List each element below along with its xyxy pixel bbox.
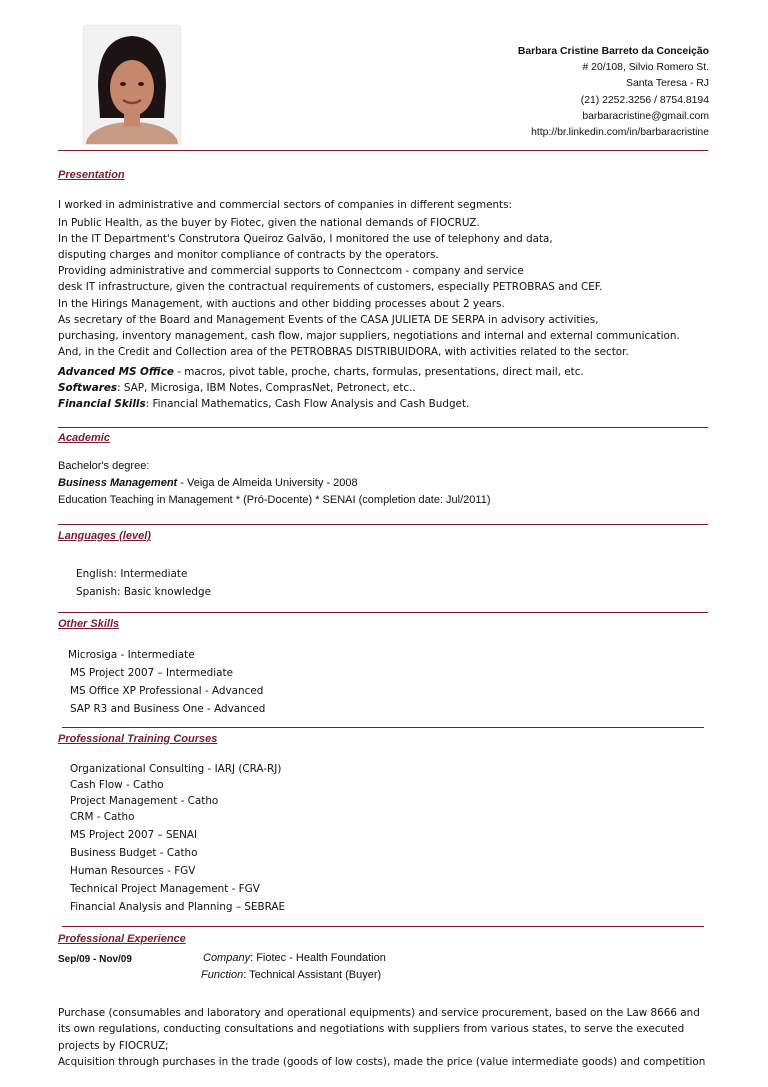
presentation-line: And, in the Credit and Collection area of the PETROBRAS DISTRIBUIDORA, with activities related to the sector. xyxy=(58,345,629,358)
skill-text: : Financial Mathematics, Cash Flow Analysis and Cash Budget. xyxy=(145,398,470,411)
list-item: MS Project 2007 – SENAI xyxy=(70,829,198,841)
list-item: Human Resources - FGV xyxy=(70,865,196,877)
list-item: MS Office XP Professional - Advanced xyxy=(70,685,264,697)
divider xyxy=(58,612,708,613)
education-line: Education Teaching in Management * (Pró-Docente) * SENAI (completion date: Jul/2011) xyxy=(58,494,491,506)
company-label: Company xyxy=(203,952,251,964)
description-line: Acquisition through purchases in the trade (goods of low costs), made the price (value intermediate goods) and competition xyxy=(58,1056,706,1069)
skill-line xyxy=(58,396,718,412)
description-line: projects by FIOCRUZ; xyxy=(58,1039,169,1052)
divider xyxy=(62,727,704,728)
degree-detail: - Veiga de Almeida University - 2008 xyxy=(177,477,358,489)
section-heading-other-skills: Other Skills xyxy=(58,618,120,630)
list-item: SAP R3 and Business One - Advanced xyxy=(70,703,266,715)
divider xyxy=(58,524,708,525)
experience-period: Sep/09 - Nov/09 xyxy=(58,954,132,965)
experience-function-line xyxy=(201,968,381,984)
presentation-line: In the IT Department's Construtora Queiroz Galvão, I monitored the use of telephony and data, xyxy=(58,233,553,246)
list-item: CRM - Catho xyxy=(70,811,135,823)
list-item: English: Intermediate xyxy=(76,568,188,580)
contact-phone: (21) 2252.3256 / 8754.8194 xyxy=(580,94,709,106)
list-item: Financial Analysis and Planning – SEBRAE xyxy=(70,901,286,913)
degree-major-line xyxy=(58,475,491,492)
academic-text xyxy=(58,458,491,509)
skill-label: Advanced MS Office xyxy=(58,365,174,378)
skill-line xyxy=(58,364,718,380)
presentation-line: In Public Health, as the buyer by Fiotec, given the national demands of FIOCRUZ. xyxy=(58,217,480,230)
list-item: Technical Project Management - FGV xyxy=(70,883,260,895)
profile-photo xyxy=(84,26,180,144)
list-item: Organizational Consulting - IARJ (CRA-RJ) xyxy=(70,763,282,775)
section-heading-training: Professional Training Courses xyxy=(58,733,218,745)
contact-linkedin[interactable]: http://br.linkedin.com/in/barbaracristine xyxy=(531,127,709,139)
skill-label: Financial Skills xyxy=(58,398,146,411)
description-line: Purchase (consumables and laboratory and operational equipments) and service procurement, based on the Law 8666 and xyxy=(58,1007,700,1019)
training-list xyxy=(70,761,285,915)
description-line: its own regulations, conducting consultations and negotiations with suppliers from various states, to serve the executed xyxy=(58,1023,685,1036)
presentation-line: In the Hirings Management, with auctions and other bidding processes about 2 years. xyxy=(58,297,505,310)
divider xyxy=(58,150,708,151)
presentation-line: desk IT infrastructure, given the contractual requirements of customers, especially PETROBRAS and CEF. xyxy=(58,281,603,294)
presentation-text xyxy=(58,197,718,412)
skill-text: - macros, pivot table, proche, charts, formulas, presentations, direct mail, etc. xyxy=(173,365,584,378)
section-heading-experience: Professional Experience xyxy=(58,933,186,945)
contact-block xyxy=(518,44,709,141)
section-heading-academic: Academic xyxy=(58,432,110,444)
list-item: Microsiga - Intermediate xyxy=(68,649,195,661)
contact-name: Barbara Cristine Barreto da Conceição xyxy=(517,46,709,57)
list-item: Cash Flow - Catho xyxy=(70,779,164,791)
presentation-line: disputing charges and monitor compliance of contracts by the operators. xyxy=(58,249,439,262)
degree-label: Bachelor's degree: xyxy=(58,460,150,472)
section-heading-presentation: Presentation xyxy=(58,169,125,181)
experience-description xyxy=(58,1005,718,1071)
function-value: : Technical Assistant (Buyer) xyxy=(243,969,382,981)
list-item: MS Project 2007 – Intermediate xyxy=(70,667,233,679)
function-label: Function xyxy=(201,969,244,981)
skill-text: : SAP, Microsiga, IBM Notes, ComprasNet, Petronect, etc.. xyxy=(117,382,416,395)
list-item: Spanish: Basic knowledge xyxy=(76,586,211,598)
section-heading-languages: Languages (level) xyxy=(58,530,151,542)
languages-list xyxy=(76,565,211,601)
presentation-line: Providing administrative and commercial supports to Connectcom - company and service xyxy=(58,265,524,278)
skill-label: Softwares xyxy=(58,382,118,395)
degree-major: Business Management xyxy=(58,477,178,489)
presentation-line: purchasing, inventory management, cash flow, major suppliers, negotiations and internal and external communication. xyxy=(58,329,680,342)
company-value: : Fiotec - Health Foundation xyxy=(250,952,386,964)
list-item: Business Budget - Catho xyxy=(70,847,198,859)
presentation-line: As secretary of the Board and Management Events of the CASA JULIETA DE SERPA in advisory activities, xyxy=(58,313,599,326)
contact-address: # 20/108, Silvio Romero St. xyxy=(582,62,709,74)
contact-email[interactable]: barbaracristine@gmail.com xyxy=(582,110,709,122)
divider xyxy=(58,427,708,428)
list-item: Project Management - Catho xyxy=(70,795,219,807)
other-skills-list xyxy=(68,646,265,718)
divider xyxy=(62,926,704,927)
experience-company-line xyxy=(203,951,386,967)
contact-city: Santa Teresa - RJ xyxy=(626,78,709,90)
skill-line xyxy=(58,380,718,396)
presentation-intro: I worked in administrative and commercial sectors of companies in different segments: xyxy=(58,199,513,211)
